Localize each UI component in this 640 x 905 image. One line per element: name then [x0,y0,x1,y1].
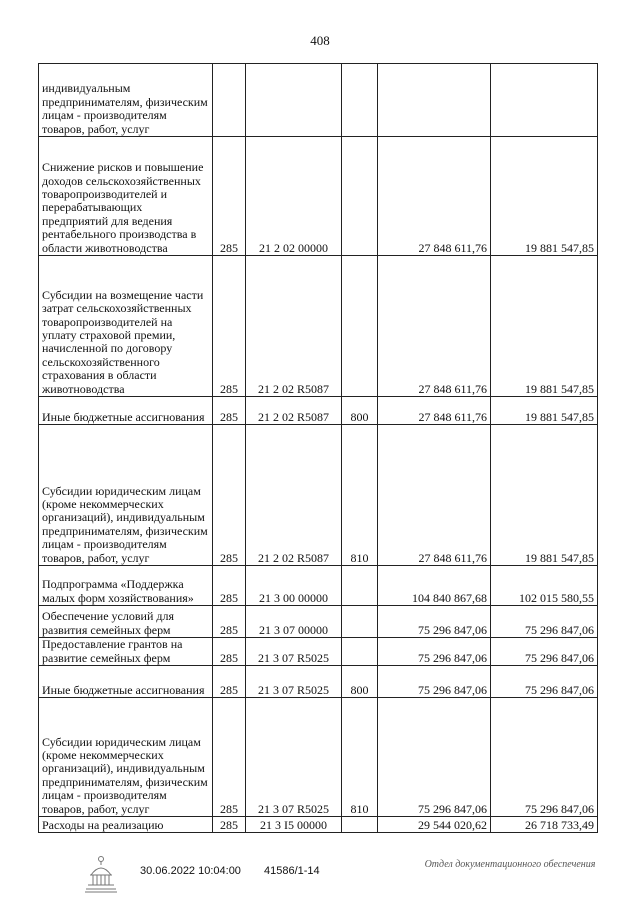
cell-sum-1: 29 544 020,62 [378,817,491,833]
cell-csr: 21 3 07 R5025 [246,698,342,817]
cell-sum-2: 75 296 847,06 [491,606,598,638]
cell-sum-1 [378,64,491,137]
table-row [39,64,598,137]
table-row [39,397,598,425]
table-row [39,566,598,606]
cell-csr: 21 2 02 00000 [246,137,342,256]
budget-table-body [39,64,598,833]
stamp-department: Отдел документационного обеспечения [424,859,596,870]
cell-vr [342,566,378,606]
cell-csr: 21 3 07 R5025 [246,666,342,698]
cell-ved: 285 [213,698,246,817]
table-row [39,698,598,817]
cell-vr [342,817,378,833]
cell-name: Подпрограмма «Поддержка малых форм хозяйствования» [39,566,213,606]
cell-name: Субсидии юридическим лицам (кроме некоммерческих организаций), индивидуальным предпринимателям, физическим лицам - производителям товаров, работ, услуг [39,425,213,566]
cell-sum-1: 75 296 847,06 [378,606,491,638]
cell-name: индивидуальным предпринимателям, физическим лицам - производителям товаров, работ, услуг [39,64,213,137]
cell-ved: 285 [213,638,246,666]
cell-vr [342,137,378,256]
cell-sum-1: 75 296 847,06 [378,666,491,698]
cell-name: Расходы на реализацию [39,817,213,833]
cell-csr [246,64,342,137]
cell-csr: 21 3 I5 00000 [246,817,342,833]
cell-ved: 285 [213,397,246,425]
cell-sum-1: 27 848 611,76 [378,397,491,425]
table-row [39,606,598,638]
cell-name: Иные бюджетные ассигнования [39,666,213,698]
cell-sum-1: 75 296 847,06 [378,638,491,666]
table-row [39,137,598,256]
cell-sum-1: 27 848 611,76 [378,425,491,566]
cell-name: Иные бюджетные ассигнования [39,397,213,425]
table-row [39,817,598,833]
cell-ved: 285 [213,817,246,833]
cell-sum-2: 19 881 547,85 [491,256,598,397]
cell-csr: 21 2 02 R5087 [246,256,342,397]
cell-sum-2: 75 296 847,06 [491,698,598,817]
budget-table [38,63,598,833]
cell-sum-1: 27 848 611,76 [378,137,491,256]
table-row [39,666,598,698]
cell-vr [342,256,378,397]
table-row [39,425,598,566]
cell-sum-2: 19 881 547,85 [491,397,598,425]
cell-csr: 21 3 00 00000 [246,566,342,606]
cell-ved: 285 [213,256,246,397]
cell-name: Предоставление грантов на развитие семейных ферм [39,638,213,666]
cell-sum-2: 75 296 847,06 [491,666,598,698]
cell-vr [342,606,378,638]
cell-sum-2: 75 296 847,06 [491,638,598,666]
cell-sum-2: 102 015 580,55 [491,566,598,606]
cell-vr: 810 [342,698,378,817]
cell-ved [213,64,246,137]
cell-ved: 285 [213,606,246,638]
cell-vr [342,64,378,137]
stamp-datetime: 30.06.2022 10:04:00 [140,865,241,877]
duma-emblem-icon [84,855,118,893]
cell-sum-1: 104 840 867,68 [378,566,491,606]
table-row [39,638,598,666]
cell-sum-1: 27 848 611,76 [378,256,491,397]
cell-name: Субсидии на возмещение части затрат сельскохозяйственных товаропроизводителей на уплату страховой премии, начисленной по договору сельскохозяйственного страхования в области животноводства [39,256,213,397]
cell-csr: 21 2 02 R5087 [246,425,342,566]
cell-ved: 285 [213,566,246,606]
cell-csr: 21 3 07 R5025 [246,638,342,666]
cell-sum-1: 75 296 847,06 [378,698,491,817]
cell-sum-2: 19 881 547,85 [491,425,598,566]
cell-vr [342,638,378,666]
stamp-document-number: 41586/1-14 [264,865,320,877]
cell-ved: 285 [213,137,246,256]
cell-csr: 21 3 07 00000 [246,606,342,638]
cell-sum-2: 26 718 733,49 [491,817,598,833]
cell-vr: 810 [342,425,378,566]
cell-sum-2 [491,64,598,137]
cell-name: Обеспечение условий для развития семейных ферм [39,606,213,638]
cell-name: Снижение рисков и повышение доходов сельскохозяйственных товаропроизводителей и перерабатывающих предприятий для ведения рентабельного производства в области животноводства [39,137,213,256]
table-row [39,256,598,397]
cell-sum-2: 19 881 547,85 [491,137,598,256]
cell-ved: 285 [213,425,246,566]
footer [0,855,640,895]
cell-vr: 800 [342,397,378,425]
cell-name: Субсидии юридическим лицам (кроме некоммерческих организаций), индивидуальным предпринимателям, физическим лицам - производителям товаров, работ, услуг [39,698,213,817]
cell-vr: 800 [342,666,378,698]
page-number: 408 [310,33,330,48]
cell-csr: 21 2 02 R5087 [246,397,342,425]
cell-ved: 285 [213,666,246,698]
